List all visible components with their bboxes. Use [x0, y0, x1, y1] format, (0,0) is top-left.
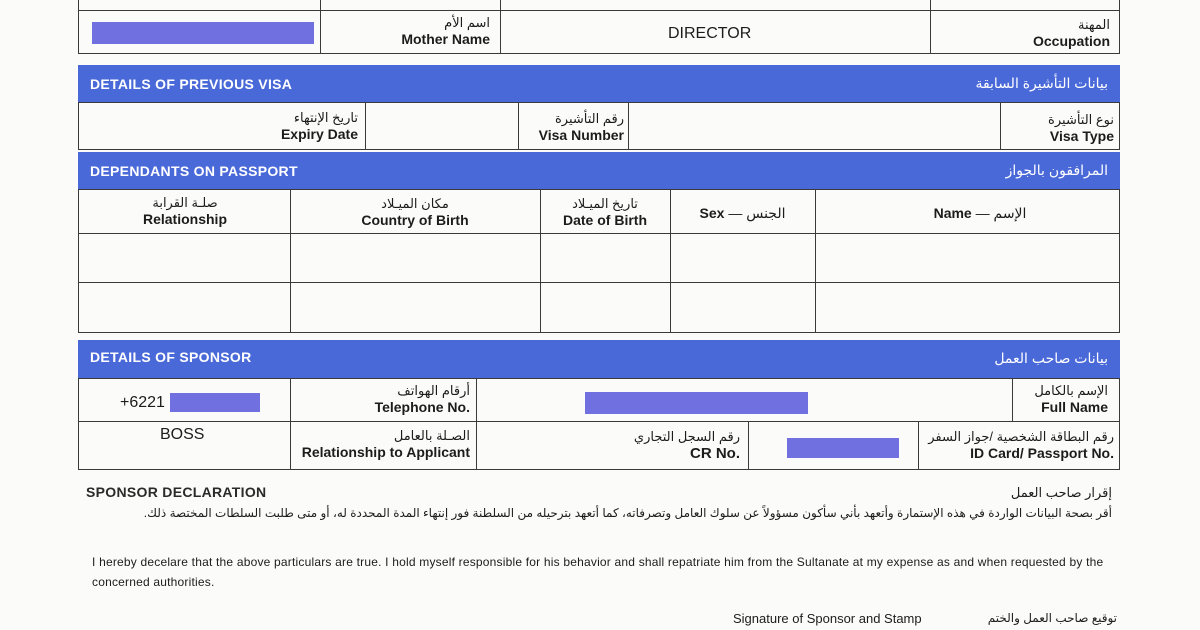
- expiry-date-label: تاريخ الإنتهاء Expiry Date: [280, 110, 358, 142]
- col-name: Name — الإسم: [933, 205, 1027, 221]
- visa-number-label: رقم التأشيرة Visa Number: [538, 111, 624, 143]
- declaration-arabic-text: أقر بصحة البيانات الواردة في هذه الإستمارة وأتعهد بأني سأكون مسؤولاً عن سلوك العامل وتصرفاته، كما أتعهد بترحيله من السلطنة فور إنتهاء المدة المحددة له، أو متى طلبت السلطات المختصة ذلك.: [143, 506, 1112, 520]
- col-relationship: صلـة القرابة Relationship: [142, 195, 227, 227]
- dependants-header: DEPENDANTS ON PASSPORT المرافقون بالجواز: [78, 152, 1120, 189]
- previous-visa-header: DETAILS OF PREVIOUS VISA بيانات التأشيرة السابقة: [78, 65, 1120, 102]
- telephone-redaction: [170, 393, 260, 412]
- visa-type-label: نوع التأشيرة Visa Type: [1048, 112, 1114, 144]
- telephone-label: أرقام الهواتف Telephone No.: [374, 383, 470, 415]
- occupation-label: المهنة Occupation: [1032, 17, 1110, 49]
- full-name-label: الإسم بالكامل Full Name: [1034, 383, 1108, 415]
- declaration-title: SPONSOR DECLARATION: [86, 484, 267, 500]
- relationship-label: الصـلة بالعامل Relationship to Applicant: [301, 428, 470, 460]
- sponsor-header: DETAILS OF SPONSOR بيانات صاحب العمل: [78, 340, 1120, 378]
- cr-no-label: رقم السجل التجاري CR No.: [633, 429, 740, 462]
- mother-name-label: اسم الأم Mother Name: [401, 15, 490, 47]
- declaration-title-arabic: إقرار صاحب العمل: [1010, 485, 1112, 500]
- mother-name-redaction: [92, 22, 314, 44]
- full-name-redaction: [585, 392, 808, 414]
- signature-label: Signature of Sponsor and Stamp: [733, 611, 922, 626]
- signature-label-arabic: توقيع صاحب العمل والختم: [987, 611, 1117, 625]
- id-card-label: رقم البطاقة الشخصية /جواز السفر ID Card/ Passport No.: [928, 429, 1114, 461]
- telephone-value: +6221: [120, 394, 165, 411]
- declaration-english-text: I hereby decelare that the above particulars are true. I hold myself responsible for his behavior and shall repatriate him from the Sultanate at my expense as and when requested by the concerned authorities.: [92, 555, 1104, 589]
- col-sex: Sex — الجنس: [699, 205, 786, 221]
- col-date-of-birth: تاريخ الميـلاد Date of Birth: [563, 196, 647, 228]
- id-card-redaction: [787, 438, 899, 458]
- col-country-of-birth: مكان الميـلاد Country of Birth: [361, 196, 469, 228]
- occupation-value: DIRECTOR: [668, 25, 752, 42]
- relationship-value: BOSS: [160, 426, 205, 443]
